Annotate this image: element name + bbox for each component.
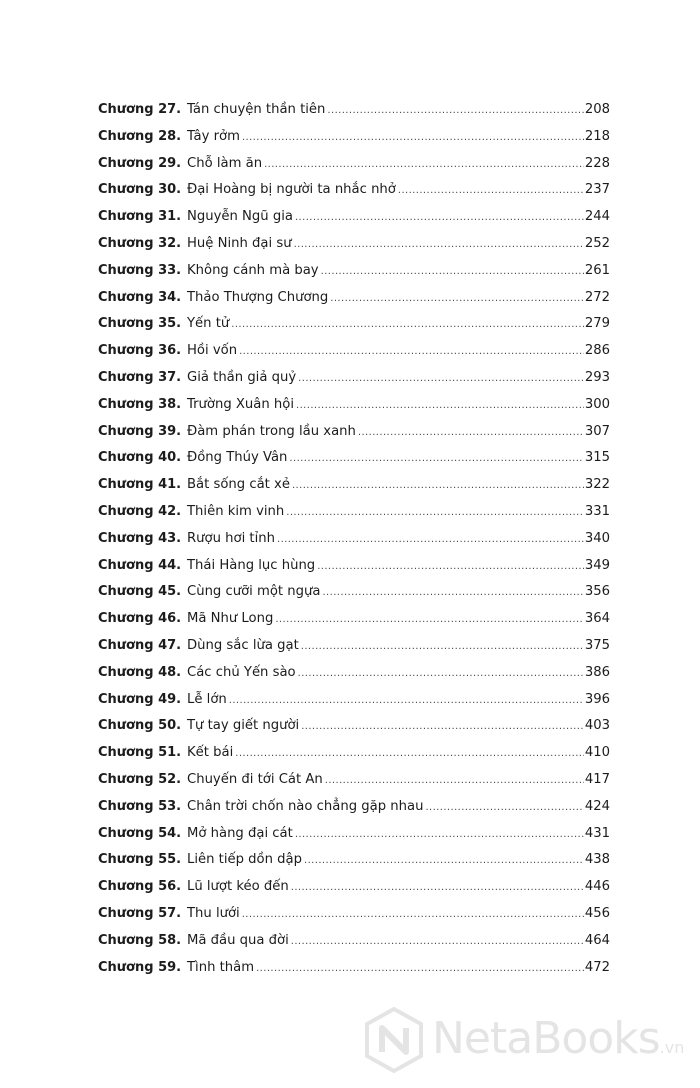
page-number: 218 [584,128,610,144]
page-number: 272 [584,289,610,305]
chapter-title: Rượu hơi tỉnh [187,530,275,546]
chapter-number: Chương 50. [98,718,182,734]
chapter-number: Chương 41. [98,477,182,493]
netabooks-watermark [360,1006,700,1076]
dot-leader [229,688,584,715]
dot-leader [298,661,584,688]
toc-entry [98,794,610,821]
dot-leader [289,446,583,473]
chapter-number: Chương 49. [98,691,182,707]
chapter-number: Chương 31. [98,209,182,225]
page-number: 410 [584,745,610,761]
toc-entry [98,177,610,204]
page-number: 472 [584,959,610,975]
page-number: 286 [584,343,610,359]
page-number: 307 [584,423,610,439]
toc-entry [98,204,610,231]
toc-entry [98,928,610,955]
toc-entry [98,606,610,633]
chapter-number: Chương 29. [98,155,182,171]
chapter-title: Huệ Ninh đại sư [187,235,292,251]
dot-leader [398,178,584,205]
chapter-title: Tán chuyện thần tiên [187,102,326,117]
toc-entry [98,821,610,848]
chapter-title: Liên tiếp dồn dập [187,852,302,868]
toc-entry [98,151,610,178]
toc-entry [98,901,610,928]
chapter-title: Kết bái [187,745,234,761]
chapter-title: Cùng cưỡi một ngựa [187,584,321,600]
chapter-number: Chương 58. [98,932,182,948]
chapter-title: Thiên kim vinh [187,503,285,519]
chapter-title: Thảo Thượng Chương [187,289,329,305]
chapter-number: Chương 45. [98,584,182,600]
toc-entry [98,124,610,151]
toc-entry [98,365,610,392]
dot-leader [298,366,584,393]
page-number: 315 [584,450,610,466]
chapter-title: Tây rởm [187,128,240,144]
page-number: 349 [584,557,610,573]
dot-leader [242,902,584,929]
dot-leader [286,500,584,527]
chapter-number: Chương 53. [98,798,182,814]
toc-entry [98,445,610,472]
page-number: 244 [584,209,610,225]
dot-leader [425,795,583,822]
dot-leader [321,259,584,286]
dot-leader [264,152,584,179]
chapter-number: Chương 54. [98,825,182,841]
chapter-title: Chỗ làm ăn [187,155,263,171]
toc-entry [98,392,610,419]
chapter-number: Chương 32. [98,235,182,251]
page-number: 208 [584,102,610,117]
netabooks-logo-icon [360,1006,428,1074]
toc-entry [98,419,610,446]
page-number: 446 [584,879,610,895]
toc-entry [98,579,610,606]
chapter-title: Hồi vốn [187,343,238,359]
dot-leader [292,473,584,500]
toc-entry [98,767,610,794]
page-number: 228 [584,155,610,171]
chapter-number: Chương 40. [98,450,182,466]
chapter-number: Chương 27. [98,102,182,117]
dot-leader [291,875,584,902]
page-number: 252 [584,235,610,251]
page-number: 237 [584,182,610,198]
chapter-title: Chuyến đi tới Cát An [187,771,323,787]
chapter-number: Chương 48. [98,664,182,680]
chapter-number: Chương 39. [98,423,182,439]
chapter-number: Chương 51. [98,745,182,761]
toc-entry [98,660,610,687]
chapter-title: Đại Hoàng bị người ta nhắc nhở [187,182,396,198]
page-number: 300 [584,396,610,412]
toc-entry [98,526,610,553]
chapter-number: Chương 47. [98,637,182,653]
chapter-title: Mã đầu qua đời [187,932,289,948]
chapter-title: Nguyễn Ngũ gia [187,209,293,225]
page-number: 364 [584,611,610,627]
chapter-number: Chương 59. [98,959,182,975]
toc-entry [98,955,610,982]
dot-leader [301,634,584,661]
dot-leader [296,393,584,420]
toc-entry [98,338,610,365]
chapter-number: Chương 46. [98,611,182,627]
toc-entry [98,847,610,874]
chapter-title: Chân trời chốn nào chẳng gặp nhau [187,798,424,814]
chapter-title: Yến tử [187,316,230,332]
dot-leader [295,205,584,232]
toc-entry [98,713,610,740]
dot-leader [317,554,584,581]
chapter-number: Chương 37. [98,369,182,385]
dot-leader [322,580,583,607]
chapter-title: Đàm phán trong lầu xanh [187,423,356,439]
toc-entry [98,499,610,526]
chapter-title: Tự tay giết người [187,718,300,734]
page-number: 293 [584,369,610,385]
chapter-number: Chương 38. [98,396,182,412]
chapter-number: Chương 57. [98,905,182,921]
chapter-title: Lễ lớn [187,691,227,707]
page-number: 431 [584,825,610,841]
chapter-title: Tình thâm [187,959,255,975]
page-number: 417 [584,771,610,787]
page-number: 464 [584,932,610,948]
chapter-title: Giả thần giả quỷ [187,369,297,385]
chapter-number: Chương 43. [98,530,182,546]
page-number: 356 [584,584,610,600]
toc-entry [98,553,610,580]
chapter-number: Chương 44. [98,557,182,573]
toc-entry [98,633,610,660]
chapter-number: Chương 33. [98,262,182,278]
page-number: 375 [584,637,610,653]
chapter-number: Chương 55. [98,852,182,868]
chapter-number: Chương 56. [98,879,182,895]
toc-entry [98,285,610,312]
page-number: 438 [584,852,610,868]
dot-leader [242,125,584,152]
page-number: 322 [584,477,610,493]
toc-entry [98,472,610,499]
page-number: 403 [584,718,610,734]
dot-leader [235,741,584,768]
page-number: 396 [584,691,610,707]
page-number: 340 [584,530,610,546]
toc-entry [98,740,610,767]
chapter-title: Mở hàng đại cát [187,825,293,841]
watermark-suffix: .vn [659,1038,685,1057]
toc-entry [98,874,610,901]
dot-leader [277,527,584,554]
chapter-number: Chương 34. [98,289,182,305]
chapter-title: Thu lưới [187,905,240,921]
dot-leader [358,420,584,447]
dot-leader [256,956,584,983]
chapter-title: Thái Hàng lục hùng [187,557,316,573]
chapter-title: Mã Như Long [187,611,274,627]
page-number: 261 [584,262,610,278]
chapter-number: Chương 35. [98,316,182,332]
chapter-number: Chương 30. [98,182,182,198]
chapter-title: Dùng sắc lừa gạt [187,637,299,653]
chapter-number: Chương 28. [98,128,182,144]
dot-leader [275,607,583,634]
dot-leader [327,98,583,125]
dot-leader [231,312,584,339]
page-number: 279 [584,316,610,332]
chapter-title: Bắt sống cắt xẻ [187,477,290,493]
toc-entry [98,311,610,338]
dot-leader [330,286,584,313]
chapter-title: Lũ lượt kéo đến [187,879,289,895]
toc-entry [98,258,610,285]
dot-leader [301,714,584,741]
chapter-number: Chương 36. [98,343,182,359]
dot-leader [304,848,584,875]
dot-leader [295,822,584,849]
dot-leader [294,232,584,259]
dot-leader [291,929,584,956]
page-number: 456 [584,905,610,921]
chapter-title: Các chủ Yến sào [187,664,296,680]
toc-entry [98,687,610,714]
page-number: 386 [584,664,610,680]
dot-leader [325,768,584,795]
page-number: 424 [584,798,610,814]
page-number: 331 [584,503,610,519]
watermark-text: NetaBooks.vn [432,1013,685,1064]
toc-entry [98,97,610,124]
dot-leader [239,339,584,366]
table-of-contents [98,97,610,981]
chapter-number: Chương 42. [98,503,182,519]
chapter-number: Chương 52. [98,771,182,787]
chapter-title: Không cánh mà bay [187,262,319,278]
chapter-title: Trường Xuân hội [187,396,294,412]
toc-entry [98,231,610,258]
chapter-title: Đồng Thúy Vân [187,450,288,466]
